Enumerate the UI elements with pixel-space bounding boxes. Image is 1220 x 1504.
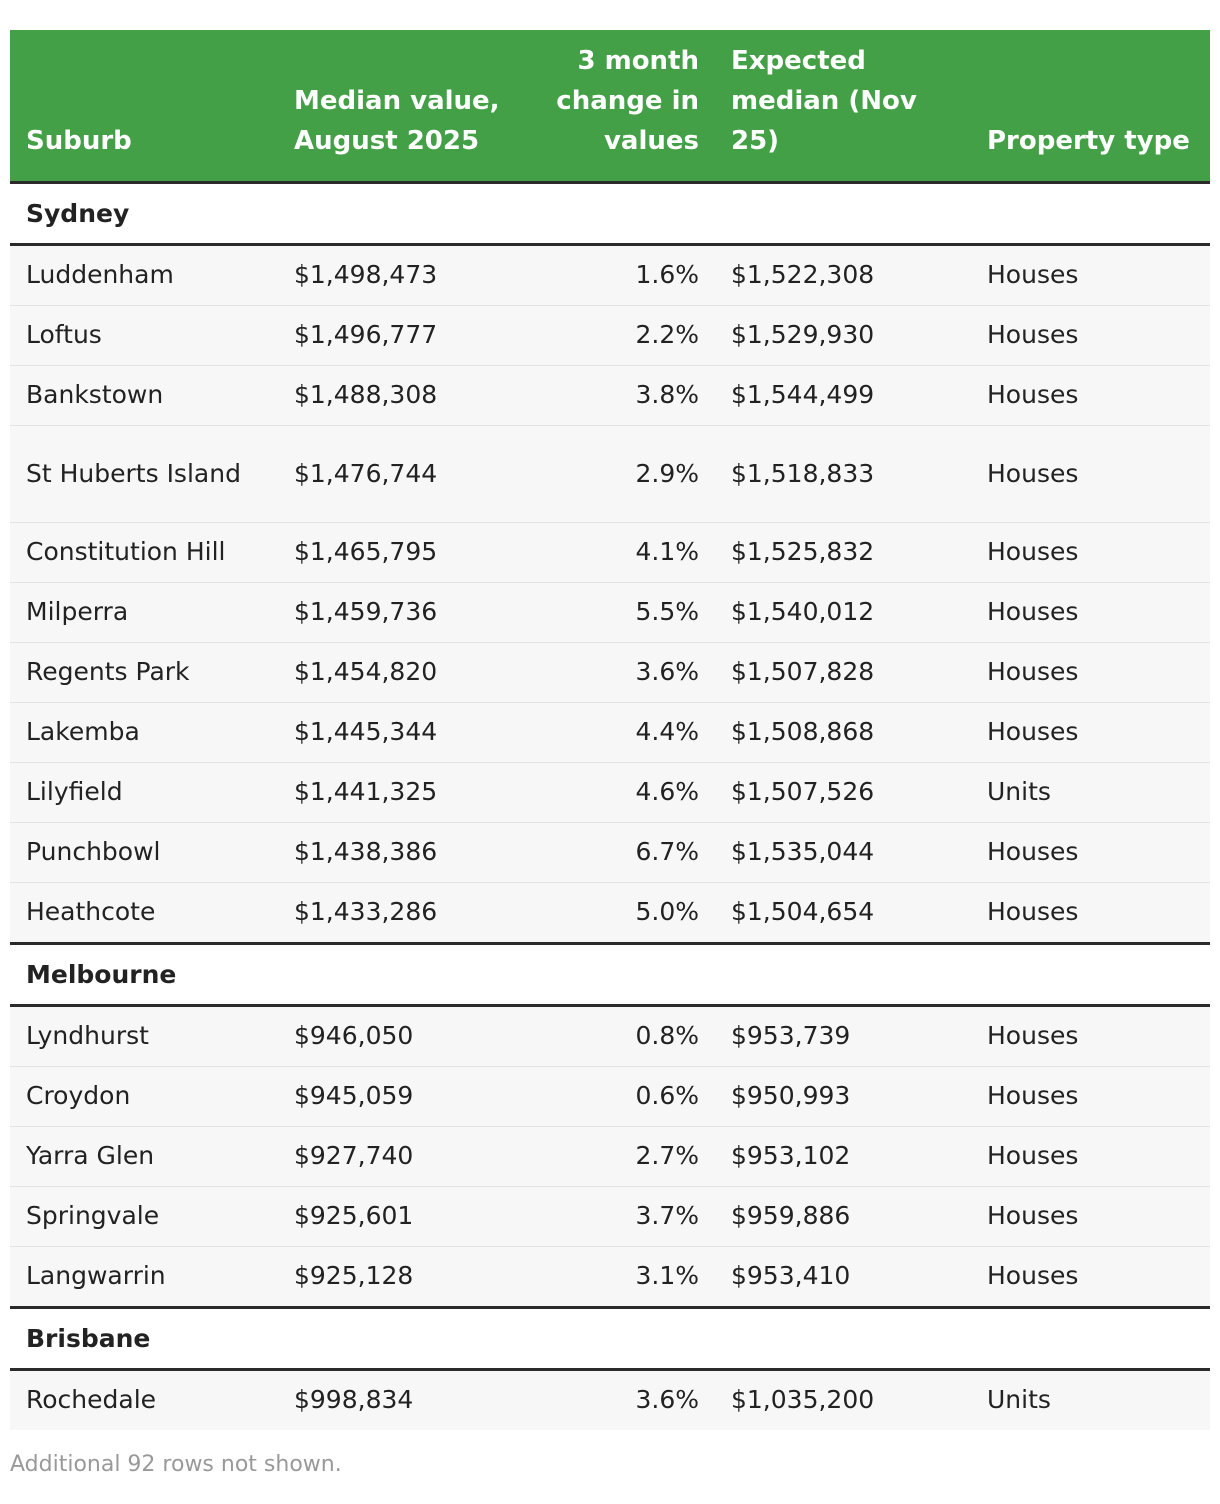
cell-median-value: $1,465,795 xyxy=(278,522,530,582)
cell-3-month-change: 3.6% xyxy=(530,642,715,702)
cell-property-type: Houses xyxy=(971,1126,1210,1186)
cell-suburb: Milperra xyxy=(10,582,278,642)
cell-expected-median: $1,507,526 xyxy=(715,762,971,822)
cell-suburb: Langwarrin xyxy=(10,1246,278,1307)
cell-3-month-change: 4.1% xyxy=(530,522,715,582)
cell-3-month-change: 3.7% xyxy=(530,1186,715,1246)
cell-suburb: Lyndhurst xyxy=(10,1005,278,1066)
cell-expected-median: $1,535,044 xyxy=(715,822,971,882)
cell-property-type: Houses xyxy=(971,702,1210,762)
cell-expected-median: $1,504,654 xyxy=(715,882,971,943)
cell-property-type: Houses xyxy=(971,425,1210,522)
cell-expected-median: $1,525,832 xyxy=(715,522,971,582)
cell-3-month-change: 5.0% xyxy=(530,882,715,943)
cell-3-month-change: 3.8% xyxy=(530,365,715,425)
cell-property-type: Houses xyxy=(971,522,1210,582)
cell-property-type: Houses xyxy=(971,1246,1210,1307)
table-row xyxy=(10,1246,1210,1307)
cell-suburb: Constitution Hill xyxy=(10,522,278,582)
cell-3-month-change: 2.7% xyxy=(530,1126,715,1186)
cell-expected-median: $959,886 xyxy=(715,1186,971,1246)
column-header-suburb[interactable]: Suburb xyxy=(26,125,132,156)
cell-property-type: Houses xyxy=(971,642,1210,702)
cell-expected-median: $953,739 xyxy=(715,1005,971,1066)
cell-suburb: Regents Park xyxy=(10,642,278,702)
cell-expected-median: $1,507,828 xyxy=(715,642,971,702)
cell-suburb: Springvale xyxy=(10,1186,278,1246)
column-header-3-month-change[interactable]: 3 month change in values xyxy=(556,45,699,156)
table-row xyxy=(10,642,1210,702)
cell-property-type: Houses xyxy=(971,244,1210,305)
cell-suburb: Bankstown xyxy=(10,365,278,425)
cell-median-value: $1,441,325 xyxy=(278,762,530,822)
cell-suburb: Lilyfield xyxy=(10,762,278,822)
table-header xyxy=(10,30,1210,182)
cell-suburb: Luddenham xyxy=(10,244,278,305)
cell-median-value: $945,059 xyxy=(278,1066,530,1126)
table-row xyxy=(10,522,1210,582)
table-row xyxy=(10,582,1210,642)
cell-property-type: Units xyxy=(971,1369,1210,1430)
table-container xyxy=(10,30,1210,1477)
suburb-values-table xyxy=(10,30,1210,1430)
table-row xyxy=(10,1186,1210,1246)
cell-median-value: $1,433,286 xyxy=(278,882,530,943)
cell-expected-median: $1,518,833 xyxy=(715,425,971,522)
cell-expected-median: $953,102 xyxy=(715,1126,971,1186)
cell-property-type: Houses xyxy=(971,305,1210,365)
cell-suburb: Croydon xyxy=(10,1066,278,1126)
city-group-label: Melbourne xyxy=(10,943,1210,1005)
table-row xyxy=(10,365,1210,425)
cell-suburb: Yarra Glen xyxy=(10,1126,278,1186)
cell-expected-median: $1,508,868 xyxy=(715,702,971,762)
cell-median-value: $1,476,744 xyxy=(278,425,530,522)
table-row xyxy=(10,244,1210,305)
column-header-property-type[interactable]: Property type xyxy=(987,125,1190,156)
table-row xyxy=(10,1369,1210,1430)
cell-3-month-change: 5.5% xyxy=(530,582,715,642)
cell-3-month-change: 0.8% xyxy=(530,1005,715,1066)
cell-property-type: Houses xyxy=(971,1005,1210,1066)
group-row xyxy=(10,943,1210,1005)
cell-3-month-change: 4.4% xyxy=(530,702,715,762)
cell-median-value: $1,498,473 xyxy=(278,244,530,305)
cell-median-value: $946,050 xyxy=(278,1005,530,1066)
cell-property-type: Houses xyxy=(971,882,1210,943)
cell-median-value: $1,438,386 xyxy=(278,822,530,882)
cell-property-type: Houses xyxy=(971,1066,1210,1126)
city-group-label: Sydney xyxy=(10,182,1210,244)
header-row xyxy=(10,30,1210,182)
cell-median-value: $925,128 xyxy=(278,1246,530,1307)
cell-expected-median: $1,035,200 xyxy=(715,1369,971,1430)
cell-3-month-change: 3.1% xyxy=(530,1246,715,1307)
cell-suburb: Lakemba xyxy=(10,702,278,762)
column-header-median-value[interactable]: Median value, August 2025 xyxy=(294,85,500,156)
cell-3-month-change: 2.2% xyxy=(530,305,715,365)
cell-suburb: Punchbowl xyxy=(10,822,278,882)
table-row xyxy=(10,1005,1210,1066)
rows-not-shown-note: Additional 92 rows not shown. xyxy=(10,1451,342,1477)
table-body xyxy=(10,182,1210,1430)
cell-expected-median: $1,522,308 xyxy=(715,244,971,305)
cell-property-type: Houses xyxy=(971,365,1210,425)
cell-3-month-change: 0.6% xyxy=(530,1066,715,1126)
table-row xyxy=(10,1066,1210,1126)
column-header-expected-median[interactable]: Expected median (Nov 25) xyxy=(731,45,917,156)
cell-property-type: Houses xyxy=(971,582,1210,642)
cell-suburb: St Huberts Island xyxy=(10,425,278,522)
cell-3-month-change: 2.9% xyxy=(530,425,715,522)
cell-suburb: Rochedale xyxy=(10,1369,278,1430)
table-row xyxy=(10,822,1210,882)
city-group-label: Brisbane xyxy=(10,1307,1210,1369)
table-row xyxy=(10,1126,1210,1186)
cell-expected-median: $950,993 xyxy=(715,1066,971,1126)
cell-expected-median: $1,544,499 xyxy=(715,365,971,425)
cell-3-month-change: 4.6% xyxy=(530,762,715,822)
group-row xyxy=(10,1307,1210,1369)
cell-median-value: $1,488,308 xyxy=(278,365,530,425)
cell-3-month-change: 6.7% xyxy=(530,822,715,882)
group-row xyxy=(10,182,1210,244)
cell-property-type: Units xyxy=(971,762,1210,822)
cell-property-type: Houses xyxy=(971,1186,1210,1246)
cell-expected-median: $1,540,012 xyxy=(715,582,971,642)
cell-3-month-change: 1.6% xyxy=(530,244,715,305)
table-row xyxy=(10,702,1210,762)
cell-median-value: $1,496,777 xyxy=(278,305,530,365)
cell-median-value: $1,454,820 xyxy=(278,642,530,702)
cell-median-value: $998,834 xyxy=(278,1369,530,1430)
table-row xyxy=(10,305,1210,365)
cell-3-month-change: 3.6% xyxy=(530,1369,715,1430)
table-row xyxy=(10,762,1210,822)
cell-median-value: $925,601 xyxy=(278,1186,530,1246)
cell-property-type: Houses xyxy=(971,822,1210,882)
cell-median-value: $1,459,736 xyxy=(278,582,530,642)
cell-expected-median: $1,529,930 xyxy=(715,305,971,365)
table-row xyxy=(10,425,1210,522)
cell-suburb: Heathcote xyxy=(10,882,278,943)
cell-median-value: $1,445,344 xyxy=(278,702,530,762)
cell-expected-median: $953,410 xyxy=(715,1246,971,1307)
cell-median-value: $927,740 xyxy=(278,1126,530,1186)
cell-suburb: Loftus xyxy=(10,305,278,365)
table-row xyxy=(10,882,1210,943)
